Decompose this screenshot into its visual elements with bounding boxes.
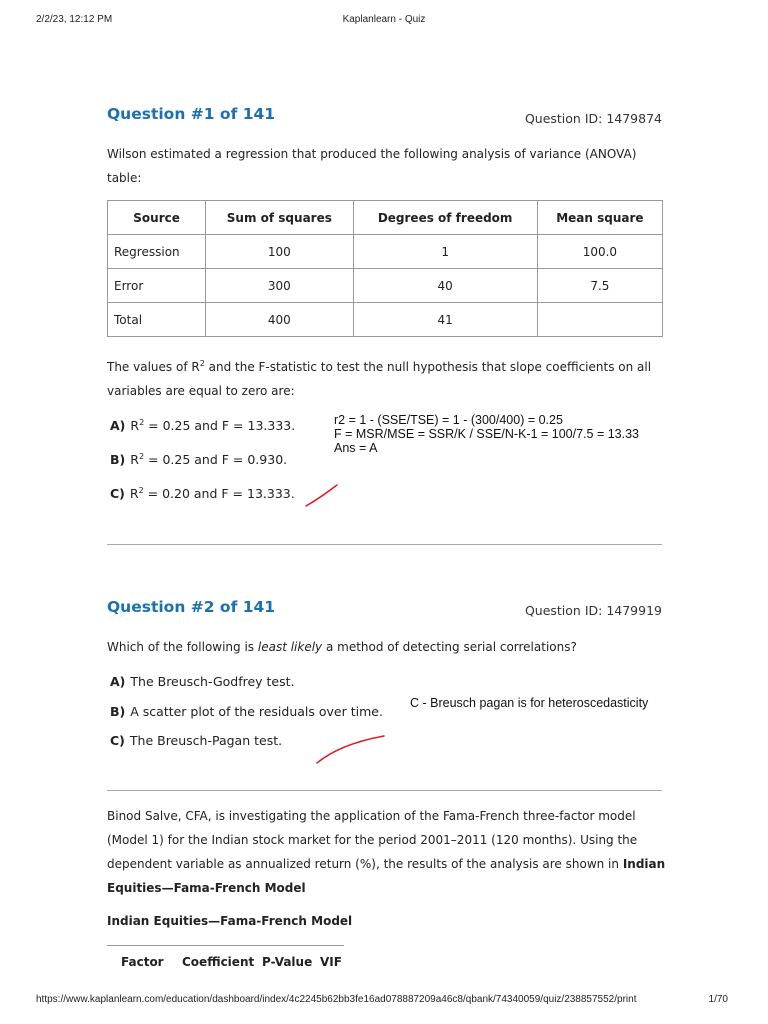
option-letter: C) [110, 486, 125, 502]
table-cell: 100 [206, 235, 353, 269]
option-letter: A) [110, 674, 126, 689]
question-1-option-c[interactable] [110, 486, 295, 501]
option-superscript: 2 [139, 418, 145, 427]
option-letter: B) [110, 452, 126, 468]
anova-col-degrees-of-freedom: Degrees of freedom [353, 201, 537, 235]
table-cell: 400 [206, 303, 353, 337]
page-number: 1/70 [708, 994, 728, 1005]
fama-french-table-title: Indian Equities—Fama-French Model [107, 914, 353, 928]
option-text: The Breusch-Pagan test. [129, 733, 283, 748]
option-text: The Breusch-Godfrey test. [130, 674, 295, 689]
question-1-intro: Wilson estimated a regression that produced the following analysis of variance (ANOVA) table: [107, 147, 637, 185]
question-1-id: Question ID: 1479874 [524, 111, 662, 126]
option-text: = 0.20 and F = 13.333. [143, 486, 295, 502]
prompt-text-b: a method of detecting serial correlations? [322, 640, 577, 654]
question-1-prompt [107, 352, 667, 403]
option-letter: C) [110, 733, 125, 748]
annotation-line: F = MSR/MSE = SSR/K / SSE/N-K-1 = 100/7.5 = 13.33 [334, 427, 639, 441]
table-cell: 300 [206, 269, 353, 303]
table-row [108, 303, 663, 337]
col-vif: VIF [320, 955, 342, 969]
anova-col-source: Source [108, 201, 206, 235]
prompt-text-b: and the F-statistic to test the null hypothesis that slope coefficients on all variables are equal to zero are: [107, 360, 652, 398]
table-cell: 100.0 [537, 235, 662, 269]
prompt-text-a: The values of R [107, 360, 200, 374]
option-letter: A) [110, 418, 126, 434]
anova-table [107, 200, 663, 337]
option-superscript: 2 [138, 452, 145, 461]
table-cell: Total [108, 303, 206, 337]
table-cell [537, 303, 662, 337]
option-text: A scatter plot of the residuals over time. [130, 704, 383, 719]
option-superscript: 2 [138, 486, 144, 495]
table-row [108, 269, 663, 303]
red-tick-mark-icon [310, 730, 390, 770]
question-1-option-b[interactable] [110, 452, 287, 467]
col-coefficient: Coefficient [182, 955, 255, 969]
table-cell: Error [108, 269, 206, 303]
question-1-title: Question #1 of 141 [107, 105, 276, 123]
question-1-annotation [334, 413, 639, 455]
table-row [108, 235, 663, 269]
col-factor: Factor [121, 955, 164, 969]
option-text: = 0.25 and F = 0.930. [144, 452, 288, 468]
question-3-intro [107, 804, 667, 900]
anova-header-row [108, 201, 663, 235]
question-2-option-b[interactable] [110, 704, 383, 719]
table-rule [107, 945, 344, 946]
red-tick-mark-icon [300, 478, 346, 512]
divider [107, 790, 662, 791]
option-text: R [129, 486, 139, 502]
question-2-annotation: C - Breusch pagan is for heteroscedasticity [410, 696, 649, 710]
anova-col-mean-square: Mean square [537, 201, 662, 235]
question-2-option-a[interactable] [110, 674, 295, 689]
table-cell: 7.5 [537, 269, 662, 303]
question-2-prompt [107, 635, 667, 659]
intro-text: Binod Salve, CFA, is investigating the application of the Fama-French three-factor model (Model 1) for the Indian stock market for the period 2001–2011 (120 months). Using the dependent variable as annualized return (%), the results of the analysis are shown in [107, 809, 638, 871]
prompt-superscript: 2 [199, 359, 205, 368]
anova-col-sum-of-squares: Sum of squares [206, 201, 353, 235]
prompt-text-a: Which of the following is [107, 640, 258, 654]
table-cell: 40 [353, 269, 537, 303]
question-2-id: Question ID: 1479919 [524, 603, 662, 618]
col-p-value: P-Value [262, 955, 313, 969]
print-url: https://www.kaplanlearn.com/education/dashboard/index/4c2245b62bb3fe16ad078887209a46c8/qbank/74340059/quiz/238857552/print [36, 994, 637, 1005]
intro-bold-ref: Indian Equities—Fama-French Model [107, 857, 666, 895]
option-text: = 0.25 and F = 13.333. [144, 418, 296, 434]
annotation-line: r2 = 1 - (SSE/TSE) = 1 - (300/400) = 0.25 [334, 413, 563, 427]
divider [107, 544, 662, 545]
annotation-line: Ans = A [334, 441, 378, 455]
print-timestamp: 2/2/23, 12:12 PM [36, 14, 113, 25]
option-text: R [130, 418, 140, 434]
question-1-option-a[interactable] [110, 418, 295, 433]
table-cell: Regression [108, 235, 206, 269]
table-cell: 1 [353, 235, 537, 269]
table-cell: 41 [353, 303, 537, 337]
question-2-title: Question #2 of 141 [107, 598, 276, 616]
question-2-option-c[interactable] [110, 733, 282, 748]
print-page-title: Kaplanlearn - Quiz [342, 14, 426, 25]
option-letter: B) [110, 704, 126, 719]
option-text: R [130, 452, 139, 468]
prompt-emphasis: least likely [257, 640, 323, 654]
